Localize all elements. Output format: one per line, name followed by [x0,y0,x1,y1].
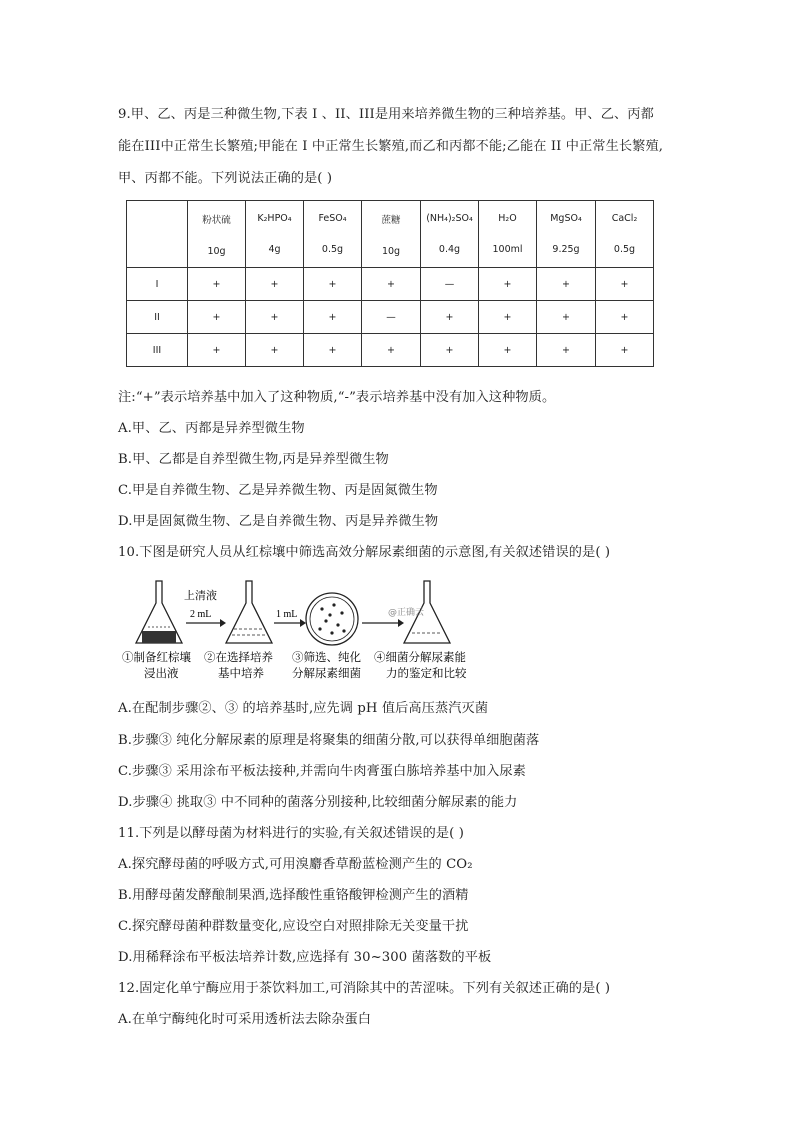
ingredient-name: CaCl₂ [611,213,638,224]
q9-stem-line3: 甲、丙都不能。下列说法正确的是( ) [118,171,333,186]
ingredient-name: 蔗糖 [381,214,401,226]
table-cell: + [596,334,654,367]
q11-option-b: B.用酵母菌发酵酿制果酒,选择酸性重铬酸钾检测产生的酒精 [118,888,469,903]
arrowhead-icon [220,619,226,627]
table-cell: + [537,301,596,334]
q9-option-d: D.甲是固氮微生物、乙是自养微生物、丙是异养微生物 [118,514,439,529]
q11-option-c: C.探究酵母菌种群数量变化,应设空白对照排除无关变量干扰 [118,919,469,934]
table-cell: + [421,301,479,334]
step3-label: ③筛选、纯化 [292,652,361,664]
step4-label: ④细菌分解尿素能 [374,652,466,664]
ingredient-amount: 9.25g [552,244,580,255]
row-label: I [127,268,188,301]
step1-label-2: 浸出液 [144,668,179,680]
q10-stem: 10.下图是研究人员从红棕壤中筛选高效分解尿素细菌的示意图,有关叙述错误的是( ) [118,545,611,560]
step2-label-2: 基中培养 [218,668,264,680]
table-cell: + [421,334,479,367]
q9-stem-line2: 能在III中正常生长繁殖;甲能在 I 中正常生长繁殖,而乙和丙都不能;乙能在 II 中正常生长繁殖, [118,139,664,154]
q11-option-d: D.用稀释涂布平板法培养计数,应选择有 30~300 菌落数的平板 [118,950,492,965]
table-header-cell [188,201,246,268]
q9-option-b: B.甲、乙都是自养型微生物,丙是异养型微生物 [118,452,389,467]
ingredient-name: (NH₄)₂SO₄ [426,213,473,224]
flask-icon [226,581,272,643]
q10-option-d: D.步骤④ 挑取③ 中不同种的菌落分别接种,比较细菌分解尿素的能力 [118,795,518,810]
step1-label: ①制备红棕壤 [122,652,191,664]
label-2ml: 2 mL [190,609,212,620]
table-cell: + [304,334,362,367]
step2-label: ②在选择培养 [204,652,273,664]
ingredient-amount: 0.5g [613,244,636,255]
table-cell: + [246,268,304,301]
watermark: @正确云 [388,608,425,618]
table-cell: + [188,301,246,334]
table-header-cell [537,201,596,268]
row-label: II [127,301,188,334]
q9-stem-line1: 9.甲、乙、丙是三种微生物,下表 I 、II、III是用来培养微生物的三种培养基。甲、乙、丙都 [118,107,654,122]
ingredient-name: FeSO₄ [318,213,347,224]
q11-stem: 11.下列是以酵母菌为材料进行的实验,有关叙述错误的是( ) [118,826,464,841]
table-header-cell [362,201,421,268]
medium-table [126,200,654,367]
ingredient-amount: 0.4g [438,244,461,255]
table-corner-cell [127,201,188,268]
table-row [127,301,654,334]
step4-label-2: 力的鉴定和比较 [386,668,467,680]
q9-option-a: A.甲、乙、丙都是异养型微生物 [118,421,305,436]
ingredient-amount: 10g [207,245,226,257]
row-label: III [127,334,188,367]
table-cell: + [246,301,304,334]
table-row [127,268,654,301]
table-header-cell [479,201,537,268]
table-header-cell [304,201,362,268]
arrowhead-icon [398,619,404,627]
screening-diagram [122,577,502,683]
table-row [127,334,654,367]
flask-icon [136,581,182,643]
table-cell: + [188,268,246,301]
table-cell: — [362,301,421,334]
ingredient-amount: 10g [381,245,401,257]
table-cell: + [596,301,654,334]
table-header-cell [246,201,304,268]
q10-option-a: A.在配制步骤②、③ 的培养基时,应先调 pH 值后高压蒸汽灭菌 [118,701,489,716]
petri-dish-icon [306,593,358,645]
ingredient-name: MgSO₄ [550,213,582,224]
ingredient-amount: 100ml [492,244,523,255]
q10-option-c: C.步骤③ 采用涂布平板法接种,并需向牛肉膏蛋白胨培养基中加入尿素 [118,764,526,779]
table-header-cell [421,201,479,268]
ingredient-name: K₂HPO₄ [257,213,292,224]
table-cell: — [421,268,479,301]
ingredient-amount: 0.5g [321,244,344,255]
ingredient-name: 粉状硫 [202,214,231,226]
table-cell: + [188,334,246,367]
table-header-cell [596,201,654,268]
table-cell: + [362,268,421,301]
q12-option-a: A.在单宁酶纯化时可采用透析法去除杂蛋白 [118,1012,372,1027]
table-cell: + [537,334,596,367]
q9-option-c: C.甲是自养微生物、乙是异养微生物、丙是固氮微生物 [118,483,438,498]
q11-option-a: A.探究酵母菌的呼吸方式,可用溴麝香草酚蓝检测产生的 CO₂ [118,857,473,872]
table-cell: + [479,301,537,334]
ingredient-amount: 4g [268,244,281,255]
table-cell: + [304,301,362,334]
table-note: 注:“+”表示培养基中加入了这种物质,“-”表示培养基中没有加入这种物质。 [118,390,556,405]
arrowhead-icon [300,619,306,627]
ingredient-name: H₂O [498,213,517,224]
table-cell: + [537,268,596,301]
table-cell: + [362,334,421,367]
q10-option-b: B.步骤③ 纯化分解尿素的原理是将聚集的细菌分散,可以获得单细胞菌落 [118,733,540,748]
step3-label-2: 分解尿素细菌 [292,668,361,680]
table-header-row [127,201,654,268]
table-cell: + [246,334,304,367]
label-1ml: 1 mL [276,609,298,620]
table-cell: + [304,268,362,301]
table-cell: + [479,334,537,367]
table-cell: + [596,268,654,301]
label-supernatant: 上清液 [184,590,217,602]
q12-stem: 12.固定化单宁酶应用于茶饮料加工,可消除其中的苦涩味。下列有关叙述正确的是( ) [118,981,611,996]
table-cell: + [479,268,537,301]
